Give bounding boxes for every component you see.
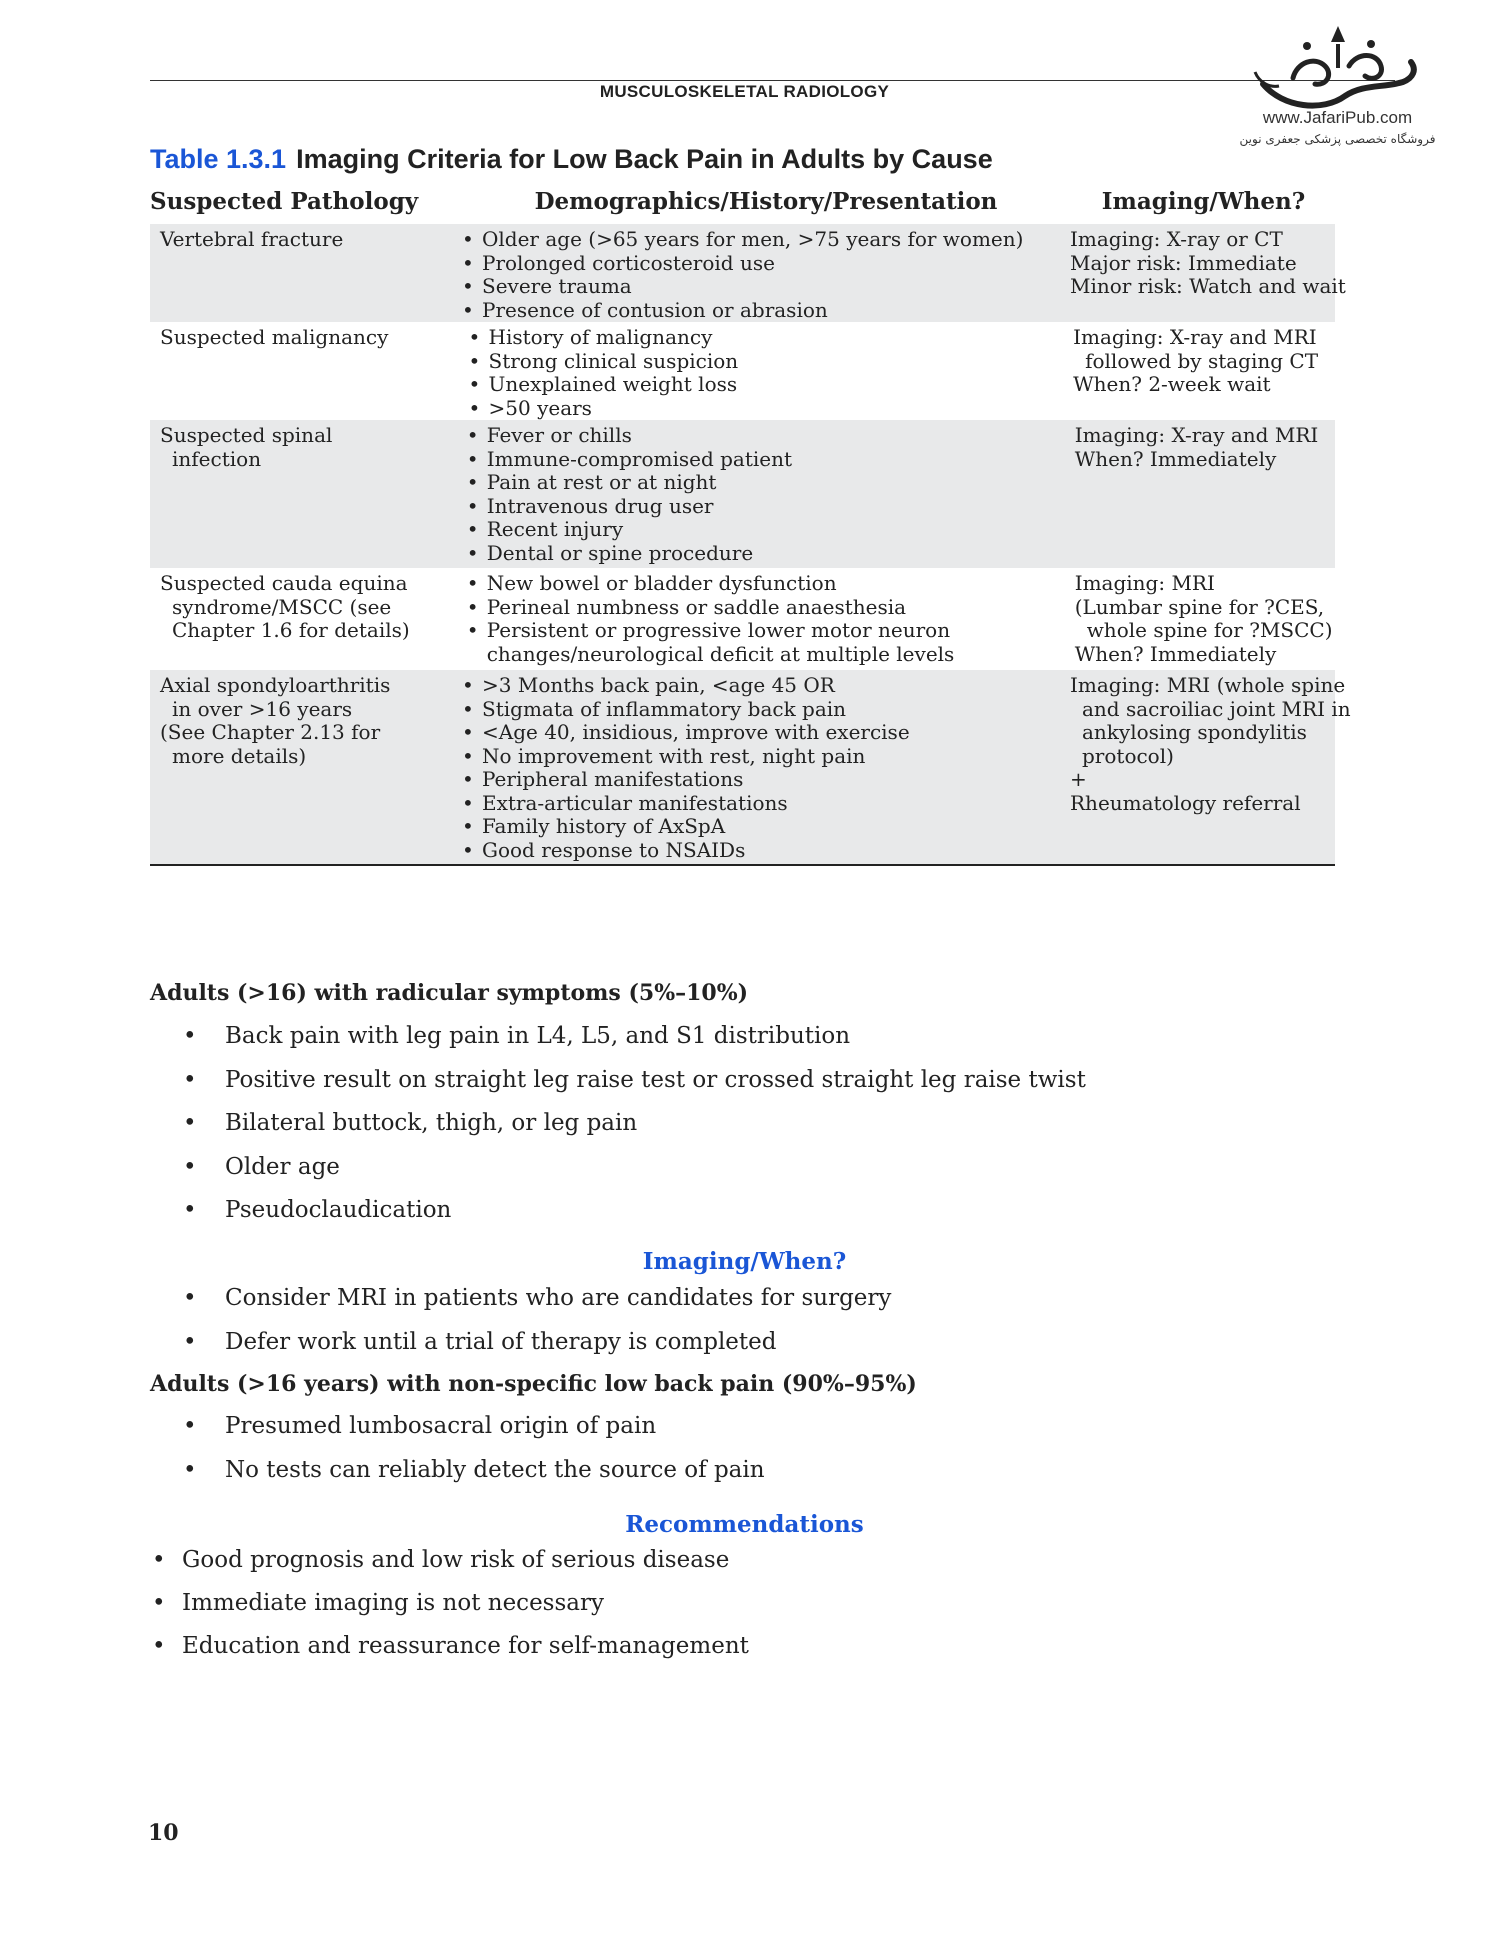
table-row: [150, 670, 1351, 864]
table-row: [150, 420, 1335, 568]
imaging-cell: Imaging: X-ray and MRI When? Immediately: [1074, 423, 1319, 471]
header-rule: [150, 80, 1395, 81]
calligraphy-logo-icon: [1253, 22, 1423, 114]
presentation-cell: • New bowel or bladder dysfunction • Perineal numbness or saddle anaesthesia • Persistent or progressive lower motor neuron changes/neurological deficit at multiple levels: [145, 572, 757, 662]
presentation-cell: • Fever or chills • Immune-compromised patient • Pain at rest or at night • Intravenous drug user • Recent injury • Dental or spine procedure: [145, 424, 757, 560]
logo-url: www.JafariPub.com: [1262, 108, 1413, 127]
column-header-presentation: Demographics/History/Presentation: [534, 188, 998, 215]
radicular-imaging-list: [183, 1285, 891, 1372]
recommendations-list: [150, 1547, 749, 1676]
pathology-cell: Suspected malignancy: [160, 325, 389, 349]
pathology-cell: Suspected spinal infection: [160, 423, 333, 471]
pathology-cell: Axial spondyloarthritis in over >16 years (See Chapter 2.13 for more details): [160, 673, 391, 768]
nonspecific-heading: Adults (>16 years) with non-specific low back pain (90%–95%): [150, 1371, 917, 1397]
presentation-cell: • History of malignancy • Strong clinical suspicion • Unexplained weight loss • >50 years: [147, 326, 756, 412]
pathology-cell: Suspected cauda equina syndrome/MSCC (see Chapter 1.6 for details): [160, 571, 410, 642]
list-item: • Defer work until a trial of therapy is completed: [183, 1329, 891, 1373]
list-item: • Education and reassurance for self-management: [150, 1633, 749, 1676]
radicular-list: [183, 1023, 1086, 1241]
imaging-when-subheading: Imaging/When?: [642, 1248, 847, 1275]
list-item: • Back pain with leg pain in L4, L5, and S1 distribution: [183, 1023, 1086, 1067]
list-item: • Older age: [183, 1154, 1086, 1198]
presentation-cell: • >3 Months back pain, <age 45 OR • Stigmata of inflammatory back pain • <Age 40, insidious, improve with exercise • No improvement with rest, night pain • Peripheral manifestations • Extra-articular manifestations • Family history of AxSpA • Good response to NSAIDs: [140, 674, 752, 856]
list-item: • Bilateral buttock, thigh, or leg pain: [183, 1110, 1086, 1154]
running-head: MUSCULOSKELETAL RADIOLOGY: [599, 82, 890, 101]
page-number: 10: [148, 1820, 179, 1846]
table-bottom-rule: [150, 864, 1335, 866]
presentation-cell: • Older age (>65 years for men, >75 years for women) • Prolonged corticosteroid use • Severe trauma • Presence of contusion or abrasion: [140, 228, 752, 314]
recommendations-subheading: Recommendations: [625, 1511, 864, 1538]
list-item: • Good prognosis and low risk of serious disease: [150, 1547, 749, 1590]
nonspecific-list: [183, 1413, 765, 1500]
table-row: [150, 224, 1346, 322]
imaging-cell: Imaging: MRI (whole spine and sacroiliac joint MRI in ankylosing spondylitis protocol) + Rheumatology referral: [1070, 673, 1351, 815]
imaging-cell: Imaging: MRI (Lumbar spine for ?CES, whole spine for ?MSCC) When? Immediately: [1074, 571, 1333, 666]
list-item: • Pseudoclaudication: [183, 1197, 1086, 1241]
list-item: • Consider MRI in patients who are candidates for surgery: [183, 1285, 891, 1329]
pathology-cell: Vertebral fracture: [160, 227, 344, 251]
publisher-logo: [1230, 22, 1445, 162]
list-item: • Positive result on straight leg raise test or crossed straight leg raise twist: [183, 1067, 1086, 1111]
imaging-cell: Imaging: X-ray or CT Major risk: Immediate Minor risk: Watch and wait: [1070, 227, 1346, 298]
table-title: [150, 144, 993, 175]
imaging-cell: Imaging: X-ray and MRI followed by staging CT When? 2-week wait: [1073, 325, 1319, 396]
table-caption: Imaging Criteria for Low Back Pain in Adults by Cause: [296, 144, 993, 174]
table-number: Table 1.3.1: [150, 144, 287, 174]
table-row: [150, 568, 1335, 670]
list-item: • No tests can reliably detect the source of pain: [183, 1457, 765, 1501]
logo-subtitle: فروشگاه تخصصی پزشکی جعفری نوین: [1239, 132, 1436, 146]
table-header-row: [150, 188, 1335, 224]
column-header-imaging: Imaging/When?: [1101, 188, 1306, 215]
imaging-criteria-table: [150, 188, 1351, 866]
column-header-pathology: Suspected Pathology: [150, 188, 419, 215]
radicular-heading: Adults (>16) with radicular symptoms (5%–10%): [150, 980, 749, 1006]
list-item: • Immediate imaging is not necessary: [150, 1590, 749, 1633]
list-item: • Presumed lumbosacral origin of pain: [183, 1413, 765, 1457]
table-row: [150, 322, 1335, 420]
